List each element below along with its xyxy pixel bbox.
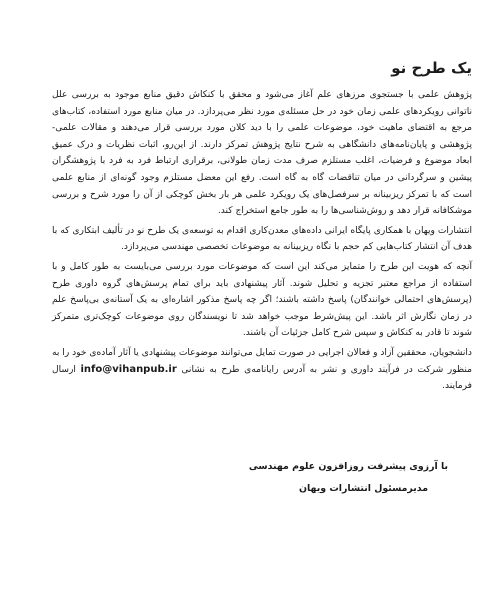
paragraph-publisher: انتشارات ویهان با همکاری پایگاه ایرانی داده‌های معدن‌کاری اقدام به توسعه‌ی یک طرح نو در تألیف ابتکاری که با هدف آن انتشار کتاب‌هایی کم حجم با نگاه ریزبینانه به موضوعات تخصصی مهندسی می‌پردازد.	[52, 225, 472, 253]
paragraph-distinction: آنچه که هویت این طرح را متمایز می‌کند این است که موضوعات مورد بررسی می‌بایست به طور کامل و با استفاده از مراجع معتبر تجزیه و تحلیل شوند. آثار پیشنهادی باید برای تمام پرسش‌های گروه داوری طرح (پرسش‌های احتمالی خوانندگان) پاسخ داشته باشند؛ اگر چه پاسخ مذکور اشاره‌ای به یک آستانه‌ی بی‌پاسخ علم در زمان نگارش اثر باشد. این پیش‌شرط موجب خواهد شد تا نویسندگان روی موضوعات کوچک‌تری متمرکز شوند تا قادر به کنکاش و سپس شرح کامل جزئیات آن باشند.	[52, 261, 472, 339]
contact-email-link[interactable]: info@vihanpub.ir	[80, 363, 177, 375]
invitation-text: دانشجویان، محققین آزاد و فعالان اجرایی در صورت تمایل می‌توانند موضوعات پیشنهادی یا آثار آماده‌ی خود را به منظور شرکت در فرآیند داوری و نشر به آدرس رایانامه‌ی طرح به نشانی	[52, 347, 472, 375]
document-title: یک طرح نو	[391, 59, 472, 77]
signature-block	[148, 460, 448, 496]
paragraph-intro: پژوهش علمی با جستجوی مرزهای علم آغاز می‌شود و محقق با کنکاش دقیق منابع موجود به بررسی علل ناتوانی رویکردهای علمی زمان خود در حل مسئله‌ی مورد نظر می‌پردازد. در میان منابع مورد استفاده، کتاب‌های مرجع به اقتضای ماهیت خود، موضوعات علمی را با دید کلان مورد بررسی قرار می‌دهند و مقالات علمی- پژوهشی و پایان‌نامه‌های دانشگاهی به شرح نتایج پژوهش تمرکز دارند. از این‌رو، اثبات نظریات و درک عمیق ابعاد موضوع و فرضیات، اغلب مستلزم صرف مدت زمان طولانی، برقراری ارتباط فرد به فرد با پژوهشگران پیشین و سرگردانی در میان تناقضات گاه به گاه است. رفع این معضل مستلزم وجود گونه‌ای از منابع علمی است که با تمرکز ریزبینانه بر سرفصل‌های یک رویکرد علمی هر بار بخش کوچکی از آن را مورد شرح و بررسی موشکافانه قرار دهد و روش‌شناسی‌ها را به طور جامع استخراج کند.	[52, 90, 472, 217]
signature-name: مدیرمسئول انتشارات ویهان	[299, 483, 428, 494]
paragraph-invitation	[52, 345, 472, 395]
document-body	[52, 58, 472, 395]
invitation-suffix: ارسال فرمایند.	[52, 364, 472, 392]
signature-closing: با آرزوی پیشرفت روزافزون علوم مهندسی	[248, 461, 448, 472]
